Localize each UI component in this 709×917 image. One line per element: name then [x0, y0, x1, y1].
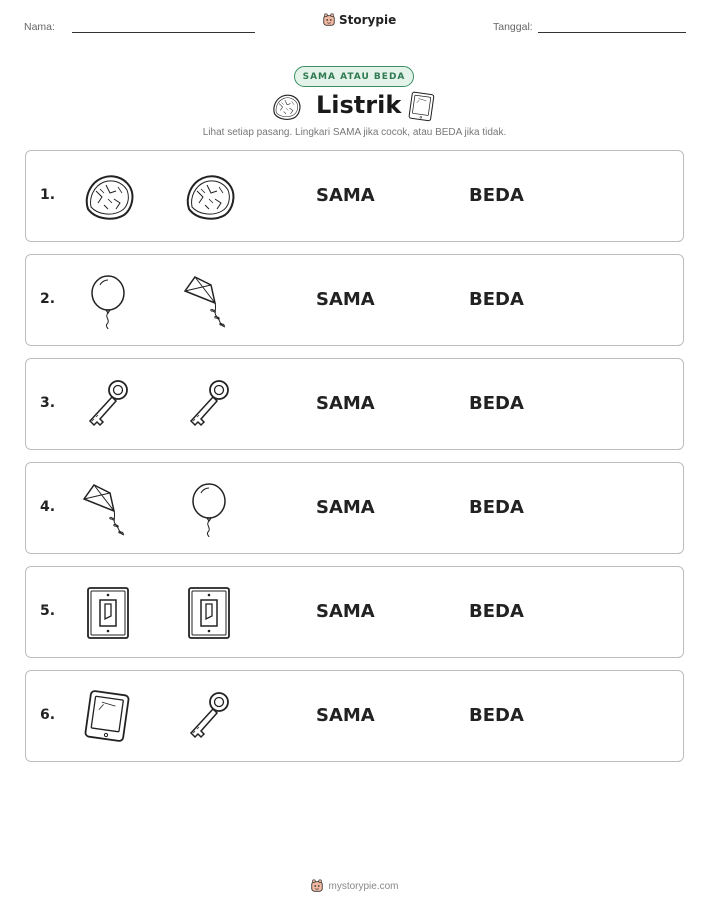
same-option[interactable]: SAMA: [316, 705, 375, 726]
question-row: [25, 462, 684, 554]
switch-icon: [181, 585, 237, 641]
mascot-icon: [310, 879, 324, 893]
different-option[interactable]: BEDA: [469, 705, 524, 726]
same-option[interactable]: SAMA: [316, 601, 375, 622]
different-option[interactable]: BEDA: [469, 289, 524, 310]
title-row: [0, 89, 709, 125]
different-option[interactable]: BEDA: [469, 601, 524, 622]
different-option[interactable]: BEDA: [469, 497, 524, 518]
instructions: Lihat setiap pasang. Lingkari SAMA jika cocok, atau BEDA jika tidak.: [202, 127, 507, 138]
question-number: 6.: [40, 707, 56, 723]
question-number: 3.: [40, 395, 56, 411]
date-label: Tanggal:: [493, 21, 533, 33]
key-icon: [181, 689, 237, 745]
same-option[interactable]: SAMA: [316, 185, 375, 206]
question-number: 2.: [40, 291, 56, 307]
switch-icon: [80, 585, 136, 641]
same-option[interactable]: SAMA: [316, 289, 375, 310]
page-title: Listrik: [316, 91, 402, 119]
question-number: 4.: [40, 499, 56, 515]
date-input-line[interactable]: [538, 32, 686, 33]
question-row: [25, 358, 684, 450]
tablet-icon: [80, 689, 136, 745]
balloon-icon: [181, 481, 237, 537]
question-row: [25, 670, 684, 762]
same-option[interactable]: SAMA: [316, 393, 375, 414]
mascot-icon: [322, 13, 336, 27]
kite-icon: [80, 481, 136, 537]
question-row: [25, 254, 684, 346]
same-option[interactable]: SAMA: [316, 497, 375, 518]
tablet-icon: [406, 91, 438, 123]
different-option[interactable]: BEDA: [469, 393, 524, 414]
name-input-line[interactable]: [72, 32, 255, 33]
brand-name: Storypie: [339, 13, 397, 27]
name-label: Nama:: [24, 21, 55, 33]
question-row: [25, 566, 684, 658]
kite-icon: [181, 273, 237, 329]
question-number: 5.: [40, 603, 56, 619]
key-icon: [181, 377, 237, 433]
coal-icon: [181, 169, 237, 225]
balloon-icon: [80, 273, 136, 329]
different-option[interactable]: BEDA: [469, 185, 524, 206]
footer-url: mystorypie.com: [328, 880, 399, 892]
brand-logo: [322, 13, 396, 27]
question-number: 1.: [40, 187, 56, 203]
coal-icon: [80, 169, 136, 225]
coal-icon: [270, 91, 302, 123]
worksheet-header: [0, 0, 709, 50]
key-icon: [80, 377, 136, 433]
question-row: [25, 150, 684, 242]
footer: [0, 879, 709, 893]
worksheet-type-badge: SAMA ATAU BEDA: [294, 66, 414, 87]
